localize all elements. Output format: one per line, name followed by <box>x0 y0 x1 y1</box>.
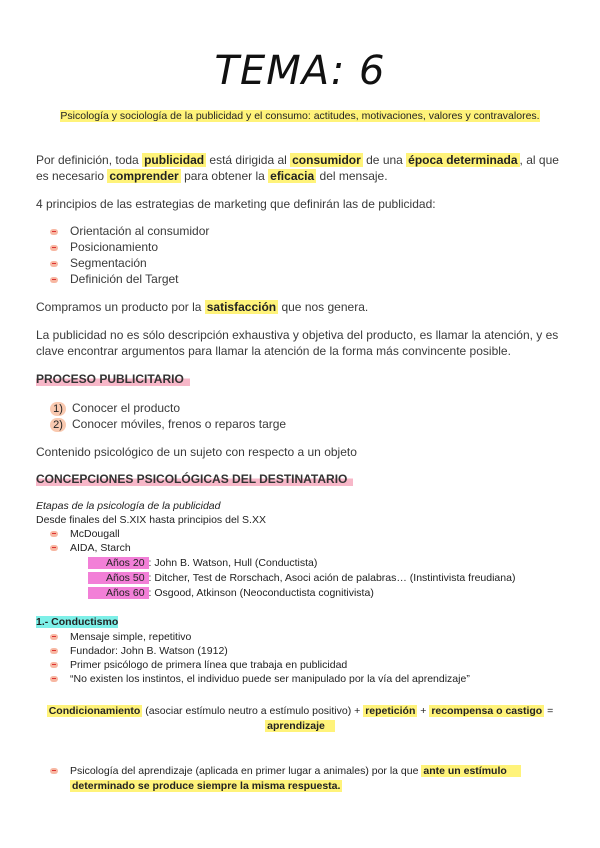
step-item <box>50 416 286 432</box>
etapas-subtitle: Desde finales del S.XIX hasta principios del S.XX <box>36 514 266 526</box>
item-text: Fundador: John B. Watson (1912) <box>70 645 228 657</box>
decade-text: : John B. Watson, Hull (Conductista) <box>148 557 318 569</box>
step-item <box>50 400 180 416</box>
contenido-line: Contenido psicológico de un sujeto con respecto a un objeto <box>36 445 357 459</box>
item-text: “No existen los instintos, el individuo puede ser manipulado por la vía del aprendizaje” <box>70 673 470 685</box>
bullet-icon <box>50 531 58 537</box>
decade-label: Años 20 <box>88 557 149 569</box>
heading-text: CONCEPCIONES PSICOLÓGICAS DEL DESTINATARIO <box>36 472 353 486</box>
formula-line-2 <box>0 720 600 732</box>
list-item <box>50 239 158 255</box>
bullet-icon <box>50 277 58 283</box>
text: es necesario <box>36 169 108 183</box>
subtitle-text: Psicología y sociología de la publicidad y el consumo: actitudes, motivaciones, valores y contravalores. <box>60 110 540 122</box>
page-title: TEMA: 6 <box>214 48 386 94</box>
step-text: Conocer móviles, frenos o reparos targe <box>72 417 287 431</box>
conductismo-heading <box>36 616 118 628</box>
list-item-continuation <box>70 780 342 792</box>
item-text: McDougall <box>70 528 120 540</box>
list-item <box>50 223 209 239</box>
highlight: época determinada <box>408 153 518 167</box>
highlight: aprendizaje <box>265 720 335 732</box>
text: está dirigida al <box>206 153 291 167</box>
item-text: Segmentación <box>70 256 147 270</box>
highlight: recompensa o castigo <box>431 705 543 717</box>
intro-line-1 <box>36 152 559 168</box>
text: + <box>417 705 430 717</box>
decade-item <box>106 572 515 584</box>
highlight: Condicionamiento <box>48 705 141 717</box>
subtitle <box>0 110 600 122</box>
item-text: Posicionamiento <box>70 240 159 254</box>
item-text: AIDA, Starch <box>70 542 131 554</box>
text: , al que <box>519 153 559 167</box>
bullet-icon <box>50 245 58 251</box>
proceso-heading <box>36 372 190 386</box>
concepciones-heading <box>36 472 353 486</box>
list-item <box>50 673 470 685</box>
list-item <box>50 255 147 271</box>
bullet-icon <box>50 261 58 267</box>
intro-line-2 <box>36 168 388 184</box>
highlight: consumidor <box>292 153 361 167</box>
highlight: eficacia <box>270 169 315 183</box>
list-item <box>50 528 120 540</box>
etapas-title: Etapas de la psicología de la publicidad <box>36 500 221 512</box>
item-text: Definición del Target <box>70 272 179 286</box>
highlight: determinado se produce siempre la misma respuesta. <box>72 780 341 792</box>
item-text: Mensaje simple, repetitivo <box>70 631 192 643</box>
decade-item <box>106 557 317 569</box>
item-text: Orientación al consumidor <box>70 224 210 238</box>
list-item <box>50 765 521 777</box>
list-item <box>50 542 131 554</box>
text: de una <box>362 153 407 167</box>
step-text: Conocer el producto <box>72 401 181 415</box>
heading-text: 1.- Conductismo <box>36 616 119 628</box>
text: Por definición, toda <box>36 153 143 167</box>
decade-label: Años 60 <box>88 587 149 599</box>
highlight: ante un estímulo <box>421 765 520 777</box>
highlight: publicidad <box>144 153 205 167</box>
decade-text: : Ditcher, Test de Rorschach, Asoci ación de palabras… (Instintivista freudiana) <box>148 572 516 584</box>
step-number: 2) <box>50 418 66 432</box>
step-number: 1) <box>50 402 66 416</box>
text: Compramos un producto por la <box>36 300 205 314</box>
text: para obtener la <box>180 169 269 183</box>
bullet-icon <box>50 676 58 682</box>
bullet-icon <box>50 545 58 551</box>
advert-line-2: clave encontrar argumentos para llamar la atención de la forma más convincente posible. <box>36 344 511 358</box>
list-item <box>50 659 347 671</box>
decade-label: Años 50 <box>88 572 149 584</box>
bullet-icon <box>50 634 58 640</box>
text: = <box>544 705 554 717</box>
text: del mensaje. <box>316 169 388 183</box>
decade-item <box>106 587 374 599</box>
bullet-icon <box>50 229 58 235</box>
text: (asociar estímulo neutro a estímulo positivo) + <box>142 705 364 717</box>
highlight: repetición <box>365 705 416 717</box>
item-text: Psicología del aprendizaje (aplicada en primer lugar a animales) por la que <box>70 765 422 777</box>
advert-line-1: La publicidad no es sólo descripción exhaustiva y objetiva del producto, es llamar la atención, y es <box>36 328 559 342</box>
bullet-icon <box>50 648 58 654</box>
list-item <box>50 645 228 657</box>
text: que nos genera. <box>278 300 369 314</box>
bullet-icon <box>50 662 58 668</box>
highlight: satisfacción <box>206 300 277 314</box>
bullet-icon <box>50 768 58 774</box>
principles-intro: 4 principios de las estrategias de marketing que definirán las de publicidad: <box>36 197 436 211</box>
heading-text: PROCESO PUBLICITARIO <box>36 372 190 386</box>
formula-line-1 <box>0 705 600 717</box>
decade-text: : Osgood, Atkinson (Neoconductista cognitivista) <box>148 587 374 599</box>
list-item <box>50 271 179 287</box>
item-text: Primer psicólogo de primera línea que trabaja en publicidad <box>70 659 348 671</box>
list-item <box>50 631 191 643</box>
highlight: comprender <box>109 169 179 183</box>
satisfaction-line <box>36 299 368 315</box>
